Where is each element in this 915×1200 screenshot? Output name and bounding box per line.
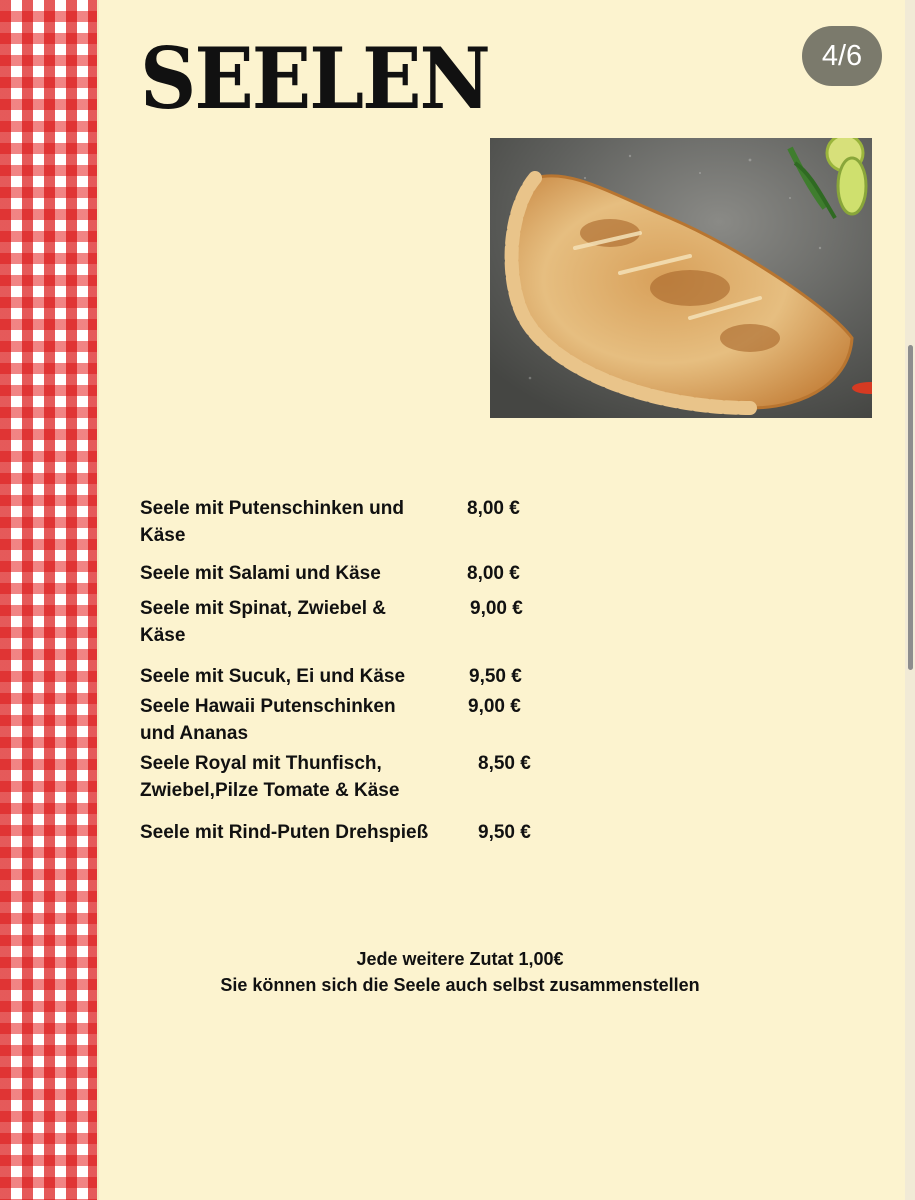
menu-item-price: 9,00 € [470, 598, 523, 619]
calzone-photo [490, 138, 872, 418]
menu-item-name: Seele mit Salami und Käse [140, 563, 381, 584]
menu-item-price: 8,00 € [467, 498, 520, 519]
menu-item-name: Seele mit Sucuk, Ei und Käse [140, 666, 406, 687]
gingham-border [0, 0, 99, 1200]
menu-item-price: 9,50 € [478, 822, 531, 843]
menu-item-name: Seele mit Putenschinken und Käse [140, 498, 404, 546]
extra-topping-note: Jede weitere Zutat 1,00€ [356, 949, 564, 969]
menu-item-name: Seele Hawaii Putenschinken und Ananas [140, 696, 396, 744]
menu-item-name: Seele mit Spinat, Zwiebel & Käse [140, 598, 387, 646]
menu-item-name: Seele Royal mit Thunfisch, Zwiebel,Pilze Tomate & Käse [140, 753, 400, 801]
menu-item-price: 9,50 € [469, 666, 522, 687]
menu-item-price: 8,00 € [467, 563, 520, 584]
menu-item-price: 9,00 € [468, 696, 521, 717]
custom-build-note: Sie können sich die Seele auch selbst zusammenstellen [220, 975, 700, 995]
menu-item-price: 8,50 € [478, 753, 531, 774]
page-title: SEELEN [140, 30, 489, 129]
page-indicator-badge: 4/6 [802, 26, 882, 86]
footer-note [150, 946, 770, 998]
scrollbar-thumb[interactable] [908, 345, 913, 670]
menu-item-name: Seele mit Rind-Puten Drehspieß [140, 822, 429, 843]
calzone-illustration [490, 138, 872, 418]
